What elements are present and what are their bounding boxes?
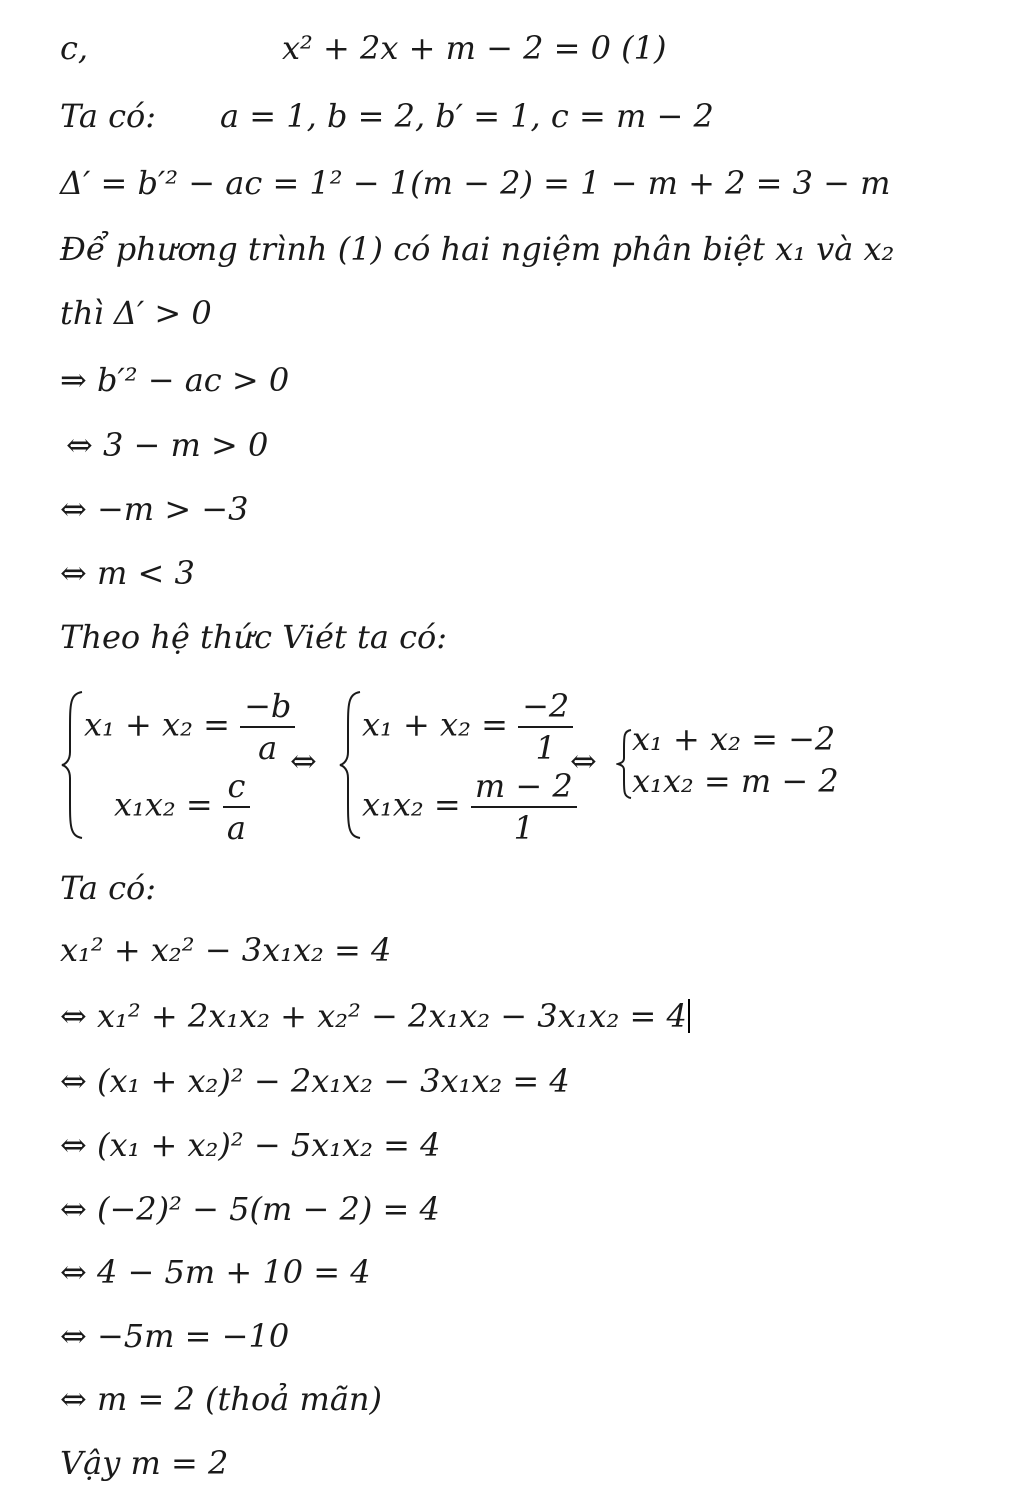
step-equiv-1: ⇔ 3 − m > 0 — [66, 426, 269, 464]
transform-step-1: ⇔ x₁² + 2x₁x₂ + x₂² − 2x₁x₂ − 3x₁x₂ = 4 — [60, 996, 690, 1036]
discriminant: Δ′ = b′² − ac = 1² − 1(m − 2) = 1 − m + 2 = 3 − m — [60, 164, 891, 202]
system2-row2: x₁x₂ = $\frac{m - 2}{1}$ — [362, 770, 577, 844]
system1-row1: x₁ + x₂ = $\frac{-b}{a}$ — [84, 690, 295, 764]
system2-row1: x₁ + x₂ = $\frac{-2}{1}$ — [362, 690, 573, 764]
transform-step-2: ⇔ (x₁ + x₂)² − 2x₁x₂ − 3x₁x₂ = 4 — [60, 1062, 570, 1100]
left-brace-icon — [60, 690, 86, 840]
step-equiv-2: ⇔ −m > −3 — [60, 490, 249, 528]
condition-text: Để phương trình (1) có hai ngiệm phân biệt x₁ và x₂ — [60, 230, 895, 268]
viet-heading: Theo hệ thức Viét ta có: — [60, 618, 448, 656]
step-equiv-3: ⇔ m < 3 — [60, 554, 195, 592]
coefficients: a = 1, b = 2, b′ = 1, c = m − 2 — [220, 97, 714, 135]
ta-co-label: Ta có: — [60, 97, 157, 135]
equiv-symbol-2: ⇔ — [570, 742, 597, 780]
condition-delta: thì Δ′ > 0 — [60, 294, 212, 332]
solution-check: ⇔ m = 2 (thoả mãn) — [60, 1380, 382, 1418]
given-condition: x₁² + x₂² − 3x₁x₂ = 4 — [60, 931, 392, 969]
system3-row1: x₁ + x₂ = −2 — [632, 720, 836, 758]
transform-step-5: ⇔ 4 − 5m + 10 = 4 — [60, 1253, 371, 1291]
step-implies: ⇒ b′² − ac > 0 — [60, 361, 290, 399]
part-label: c, — [60, 29, 89, 67]
transform-step-3: ⇔ (x₁ + x₂)² − 5x₁x₂ = 4 — [60, 1126, 441, 1164]
left-brace-icon — [338, 690, 364, 840]
conclusion: Vậy m = 2 — [60, 1444, 229, 1482]
system3-row2: x₁x₂ = m − 2 — [632, 762, 839, 800]
equation-1: x² + 2x + m − 2 = 0 (1) — [282, 29, 667, 67]
system1-row2: x₁x₂ = $\frac{c}{a}$ — [114, 770, 250, 844]
text-cursor — [688, 999, 690, 1033]
equiv-symbol-1: ⇔ — [290, 742, 317, 780]
transform-step-6: ⇔ −5m = −10 — [60, 1317, 290, 1355]
transform-step-4: ⇔ (−2)² − 5(m − 2) = 4 — [60, 1190, 440, 1228]
ta-co-label-2: Ta có: — [60, 869, 157, 907]
